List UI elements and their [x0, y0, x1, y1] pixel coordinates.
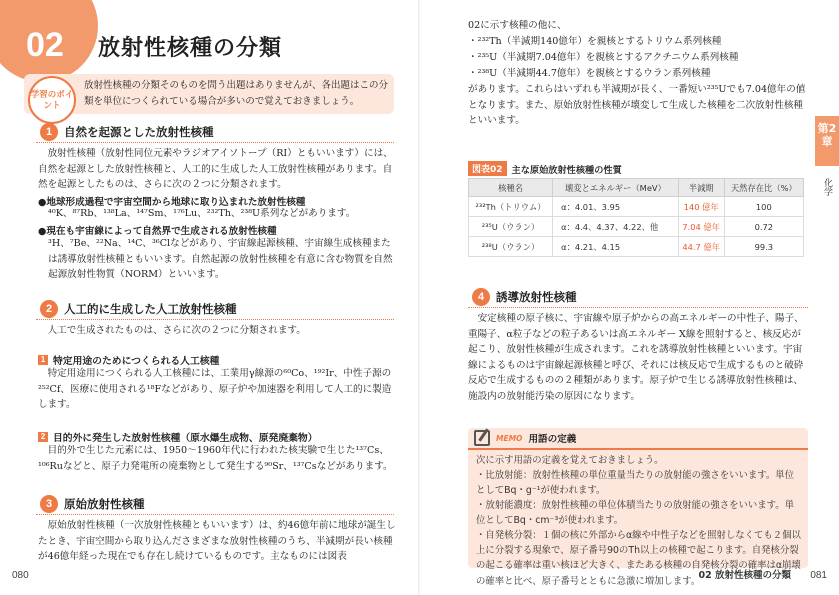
- bullet-heading: ●地球形成過程で宇宙空間から地球に取り込まれた放射性核種: [38, 197, 306, 208]
- section-number: 1: [40, 123, 58, 141]
- section-2-heading: [40, 300, 237, 318]
- table-cell: ²³⁵U（ウラン）: [469, 217, 553, 237]
- memo-item: ・自発核分裂：１個の核に外部からα線や中性子などを照射しなくても２個以上に分裂する現象で、原子番号90のTh以上の核種で起こります。自発核分裂の起こる確率は重い核ほど大きく、またある核種の自発核分裂の確率はα崩壊の確率と比べ、原子番号とともに急激に増加します。: [476, 530, 801, 587]
- section-title: 誘導放射性核種: [496, 290, 577, 304]
- left-page: [0, 0, 419, 595]
- paragraph: があります。これらはいずれも半減期が長く、一番短い²³⁵Uでも7.04億年の値となります。また、原始放射性核種が壊変して生成した核種を二次放射性核種といいます。: [468, 84, 806, 127]
- table-cell: α：4.01、3.95: [553, 197, 679, 217]
- table-row: [469, 237, 804, 257]
- section-divider: [36, 319, 394, 320]
- section-number: 2: [40, 300, 58, 318]
- table-header: 天然存在比（%）: [724, 179, 803, 197]
- table-cell: ²³²Th（トリウム）: [469, 197, 553, 217]
- paragraph: 02に示す核種の他に、: [468, 20, 567, 31]
- figure-caption: [468, 161, 622, 176]
- table-cell: 0.72: [724, 217, 803, 237]
- section-title: 人工的に生成した人工放射性核種: [64, 302, 237, 316]
- section-number: 4: [472, 288, 490, 306]
- table-cell: 44.7 億年: [678, 237, 724, 257]
- section-divider: [468, 307, 808, 308]
- list-item: ・²³⁸U（半減期44.7億年）を親核とするウラン系列核種: [468, 68, 711, 79]
- memo-title: 用語の定義: [528, 434, 577, 445]
- table-row: [469, 197, 804, 217]
- table-cell: 140 億年: [678, 197, 724, 217]
- memo-item: ・比放射能：放射性核種の単位重量当たりの放射能の強さをいいます。単位としてBq・g⁻¹が使われます。: [476, 470, 795, 497]
- table-cell: ²³⁸U（ウラン）: [469, 237, 553, 257]
- bullet-text: ⁴⁰K、⁸⁷Rb、¹³⁸La、¹⁴⁷Sm、¹⁷⁶Lu、²³²Th、²³⁸U系列などがあります。: [48, 208, 356, 219]
- list-item: ・²³²Th（半減期140億年）を親核とするトリウム系列核種: [468, 36, 722, 47]
- subsection-heading: [38, 430, 318, 444]
- section-divider: [36, 142, 394, 143]
- table-header: 壊変とエネルギー（MeV）: [553, 179, 679, 197]
- section-1-paragraph: 放射性核種（放射性同位元素やラジオアイソトープ（RI）ともいいます）には、自然を起源とした放射性核種と、人工的に生成した人工放射性核種があります。自然を起源としたものは、さらに次の２つに分類されます。: [38, 148, 393, 191]
- table-header: 半減期: [678, 179, 724, 197]
- memo-pencil-icon: [474, 430, 490, 446]
- bullet-heading: ●現在も宇宙線によって自然界で生成される放射性核種: [38, 226, 277, 237]
- learning-point-text: 放射性核種の分類そのものを問う出題はありませんが、各出題はこの分類を単位につくられている場合が多いので覚えておきましょう。: [84, 80, 389, 107]
- memo-intro: 次に示す用語の定義を覚えておきましょう。: [476, 455, 664, 466]
- table-header: 核種名: [469, 179, 553, 197]
- table-row: [469, 217, 804, 237]
- chapter-title: 放射性核種の分類: [98, 36, 283, 61]
- chapter-tab[interactable]: 第2章: [815, 116, 839, 166]
- list-item: ・²³⁵U（半減期7.04億年）を親核とするアクチニウム系列核種: [468, 52, 739, 63]
- subsection-text: 特定用途用につくられる人工核種には、工業用γ線源の⁶⁰Co、¹⁹²Ir、中性子源の²⁵²Cf、医療に使用される¹⁸Fなどがあり、原子炉や加速器を利用して人工的に製造します。: [38, 368, 392, 411]
- memo-item: ・放射能濃度：放射性核種の単位体積当たりの放射能の強さをいいます。単位としてBq・cm⁻³が使われます。: [476, 500, 795, 527]
- subsection-title: 目的外に発生した放射性核種（原水爆生成物、原発廃棄物）: [53, 433, 318, 444]
- bullet-text: ³H、⁷Be、²²Na、¹⁴C、³⁶Clなどがあり、宇宙線起源核種、宇宙線生成核種または誘導放射性核種ともいいます。自然起源の放射性核種を有意に含む物質を自然起源放射性物質（NORM）といいます。: [48, 238, 393, 281]
- section-4-heading: [472, 288, 577, 306]
- subsection-title: 特定用途のためにつくられる人工核種: [53, 356, 220, 367]
- running-footer: 02 放射性核種の分類: [698, 570, 791, 581]
- chapter-number: 02: [26, 26, 64, 64]
- subsection-text: 目的外で生じた元素には、1950～1960年代に行われた核実験で生じた¹³⁷Cs、¹⁰⁶Ruなどと、原子力発電所の廃棄物として発生する⁹⁰Sr、¹³⁷Csなどがあります。: [38, 445, 393, 472]
- memo-label: MEMO: [496, 433, 523, 443]
- section-title: 自然を起源とした放射性核種: [64, 125, 214, 139]
- figure-title: 主な原始放射性核種の性質: [511, 164, 622, 176]
- chapter-tab-label: 化学: [822, 178, 832, 196]
- table-cell: 100: [724, 197, 803, 217]
- table-header-row: [469, 179, 804, 197]
- subsection-number: 1: [38, 355, 48, 365]
- table-cell: 99.3: [724, 237, 803, 257]
- section-2-paragraph: 人工で生成されたものは、さらに次の２つに分類されます。: [47, 325, 306, 336]
- subsection-heading: [38, 353, 219, 367]
- table-cell: α：4.4、4.37、4.22、他: [553, 217, 679, 237]
- page-number: 080: [12, 570, 29, 581]
- table-cell: α：4.21、4.15: [553, 237, 679, 257]
- page-number: 081: [810, 570, 827, 581]
- learning-point-badge: 学習のポイント: [28, 76, 76, 124]
- figure-tag: 図表02: [468, 161, 507, 176]
- section-4-paragraph: 安定核種の原子核に、宇宙線や原子炉からの高エネルギーの中性子、陽子、重陽子、α粒子などの粒子あるいは高エネルギー X線を照射すると、核反応が起こり、放射性核種が生成されます。これを誘導放射性核種といいます。宇宙線によるものは宇宙線起源核種と呼び、それには核反応で生成するものと破砕反応で生成するものの２種類があります。原子炉で生じる誘導放射性核種は、施設内の放射能汚染の原因になります。: [468, 313, 804, 402]
- section-divider: [36, 514, 394, 515]
- section-3-paragraph: 原始放射性核種（一次放射性核種ともいいます）は、約46億年前に地球が誕生したとき、宇宙空間から取り込んださまざまな放射性核種のうち、半減期が長い核種が46億年経った現在でも存在し続けているものです。主なものには図表: [38, 520, 396, 563]
- section-title: 原始放射性核種: [64, 497, 145, 511]
- section-3-heading: [40, 495, 145, 513]
- nuclide-table: [468, 178, 804, 257]
- section-1-heading: [40, 123, 214, 141]
- section-number: 3: [40, 495, 58, 513]
- memo-header: [468, 428, 808, 450]
- right-page: [420, 0, 839, 595]
- table-cell: 7.04 億年: [678, 217, 724, 237]
- subsection-number: 2: [38, 432, 48, 442]
